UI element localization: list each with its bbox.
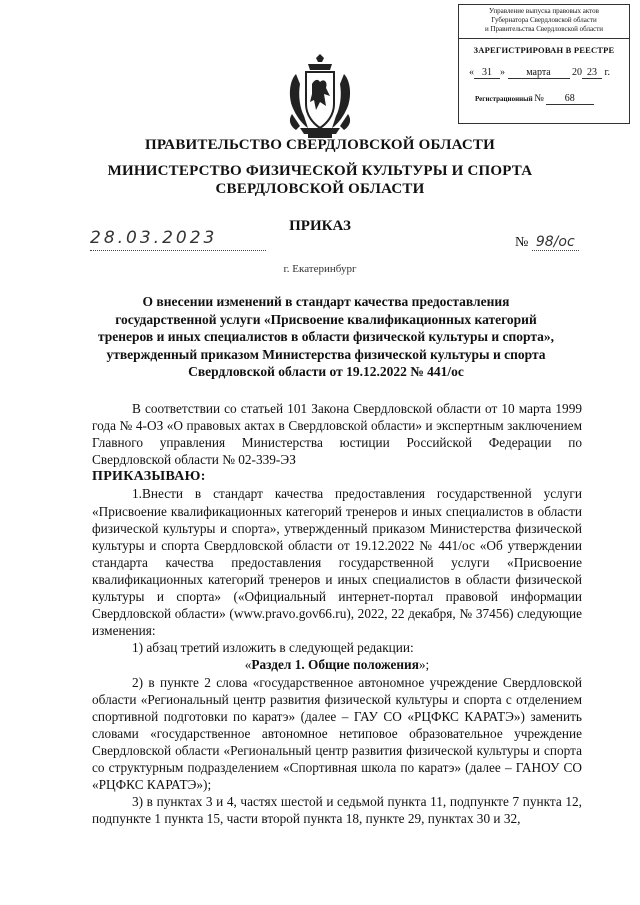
city-label: г. Екатеринбург [283, 263, 357, 275]
registry-stamp [458, 4, 630, 124]
quote-mark: « [244, 657, 252, 673]
stamp-header-line: и Правительства Свердловской области [484, 25, 604, 33]
order-directive: ПРИКАЗЫВАЮ: [92, 469, 206, 485]
stamp-header-line: Губернатора Свердловской области [491, 16, 597, 24]
stamp-header [459, 5, 629, 39]
stamp-reg-label: Регистрационный [475, 95, 533, 103]
ministry-name-line: МИНИСТЕРСТВО ФИЗИЧЕСКОЙ КУЛЬТУРЫ И СПОРТА [107, 163, 533, 179]
document-type-title: ПРИКАЗ [289, 218, 351, 234]
stamp-registered-label: ЗАРЕГИСТРИРОВАН В РЕЕСТРЕ [473, 45, 615, 55]
order-number [515, 234, 579, 251]
stamp-date-day: 31 [474, 67, 500, 79]
preamble-paragraph: В соответствии со статьей 101 Закона Свердловской области от 10 марта 1999 года № 4-ОЗ «О правовых актах в Свердловской области» и экспертным заключением Главного управления Министерства юстиции Российской Федерации по Свердловской области № 02-339-ЭЗ [92, 401, 582, 468]
order-subject: О внесении изменений в стандарт качества предоставления государственной услуги «Присвоение квалификационных категорий тренеров и иных специалистов в области физической культуры и спорта», утвержденный приказом Министерства физической культуры и спорта Свердловской области от 19.12.2022 № 441/ос [97, 294, 555, 379]
stamp-date [469, 67, 629, 79]
handwritten-order-number: 98/ос [532, 234, 579, 251]
stamp-date-month: марта [508, 67, 570, 79]
government-name: ПРАВИТЕЛЬСТВО СВЕРДЛОВСКОЙ ОБЛАСТИ [145, 137, 495, 153]
ministry-name [0, 162, 640, 198]
section-heading-text: Раздел 1. Общие положения [251, 657, 419, 673]
stamp-header-line: Управление выпуска правовых актов [489, 7, 599, 15]
coat-of-arms-emblem [286, 54, 354, 140]
number-sign: № [515, 235, 529, 250]
sub-item-3: 3) в пунктах 3 и 4, частях шестой и седьмой пункта 11, подпункте 7 пункта 12, подпункте 1 пункта 15, части второй пункта 18, пункте 29, пунктах 30 и 32, [92, 794, 582, 827]
quote-close: »; [418, 657, 430, 673]
stamp-date-quote: « [469, 67, 474, 78]
sub-item-2: 2) в пункте 2 слова «государственное автономное учреждение Свердловской области «Региональный центр развития физической культуры и спорта с отделением спортивной подготовки по каратэ» (далее – ГАУ СО «РЦФКС КАРАТЭ») заменить словами «государственное автономное нетиповое образовательное учреждение Свердловской области «Региональный центр развития физической культуры и спорта со структурным подразделением «Спортивная школа по каратэ» (далее – ГАНОУ СО «РЦФКС КАРАТЭ»); [92, 674, 582, 793]
stamp-number-sign: № [534, 93, 544, 104]
stamp-reg-value: 68 [546, 93, 594, 105]
ministry-name-line: СВЕРДЛОВСКОЙ ОБЛАСТИ [215, 181, 425, 197]
sub-item-1: 1) абзац третий изложить в следующей редакции: [132, 640, 414, 656]
stamp-date-quote: » [500, 67, 505, 78]
stamp-date-year-prefix: 20 [572, 67, 582, 78]
section-heading-quote [92, 656, 582, 673]
stamp-date-year: 23 [582, 67, 602, 79]
order-body [92, 400, 582, 827]
item-1-paragraph: 1.Внести в стандарт качества предоставления государственной услуги «Присвоение квалификационных категорий тренеров и иных специалистов в области физической культуры и спорта», утвержденный приказом Министерства физической культуры и спорта Свердловской области от 19.12.2022 № 441/ос «Об утверждении стандарта качества предоставления государственной услуги «Присвоение квалификационных категорий тренеров и иных специалистов в области физической культуры и спорта» («Официальный интернет-портал правовой информации Свердловской области» (www.pravo.gov66.ru), 2022, 22 декабря, № 37456) следующие изменения: [92, 486, 582, 639]
stamp-reg-number [475, 93, 629, 105]
handwritten-order-date: 28.03.2023 [90, 228, 266, 251]
stamp-date-year-end: г. [604, 67, 610, 78]
